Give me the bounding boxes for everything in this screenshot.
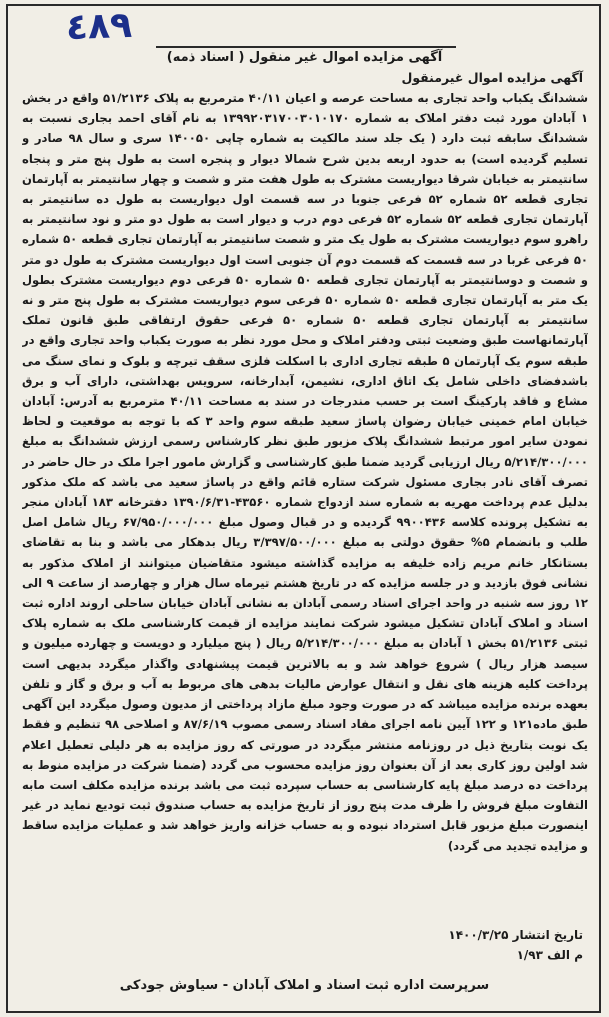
page-title: آگهی مزایده اموال غیر منقول ( اسناد ذمه) [166,50,443,65]
signature-line: سرپرست اداره ثبت اسناد و املاک آبادان - سیاوش جودکی [119,978,490,993]
header-rule [156,46,456,48]
notice-body: ششدانگ یکباب واحد تجاری به مساحت عرصه و اعیان ۴۰/۱۱ مترمربع به پلاک ۵۱/۲۱۳۶ واقع در بخش ۱ آبادان مورد ثبت دفتر املاک به شماره ۱۳۹۹۲۰۳۱۷۰۰۳۰۱۰۱۷۰ به نام آقای احمد بجاری نسبت به ششدانگ سابقه ثبت دارد ( یک جلد سند مالکیت به شماره چاپی ۱۴۰۰۵۰ سری و سال ۹۸ صادر و تسلیم گردیده است) به حدود اربعه بدین شرح شمالا دیوار و پنجره است به طول پنج متر و پنجاه سانتیمتر به خیابان شرقا دیواریست مشترک به طول هفت متر و شصت و چهار سانتیمتر به آپارتمان تجاری قطعه ۵۲ شماره ۵۲ فرعی جنوبا در سه قسمت اول دیواریست به طول ده سانتیمتر به آپارتمان تجاری قطعه ۵۲ شماره ۵۲ فرعی دوم درب و دیوار است به طول دو متر و نود سانتیمتر به راهرو سوم دیواریست مشترک به طول یک متر و شصت سانتیمتر به آپارتمان تجاری قطعه ۵۰ شماره ۵۰ فرعی غربا در سه قسمت که قسمت دوم آن جنوبی است اول دیواریست مشترک به طول دو متر و شصت و دوسانتیمتر به آپارتمان تجاری قطعه ۵۰ شماره ۵۰ فرعی دوم دیواریست مشترک بطول یک متر به آپارتمان تجاری قطعه ۵۰ شماره ۵۰ فرعی سوم دیواریست مشترک به طول پنج متر و نه سانتیمتر به آپارتمان تجاری قطعه ۵۰ شماره ۵۰ فرعی حقوق ارتفاقی طبق قانون تملک آپارتمانهاست طبق وضعیت ثبتی ودفتر املاک و محل مورد نظر به صورت یکباب واحد تجاری واقع در طبقه سوم یک آپارتمان ۵ طبقه تجاری اداری با اسکلت فلزی سقف تیرچه و بلوک و نمای سنگ می باشدفضای داخلی شامل یک اتاق اداری، نشیمن، آبدارخانه، سرویس بهداشتی، دارای آب و برق مشاع و فاقد پارکینگ است بر حسب مندرجات در سند به مساحت ۴۰/۱۱ مترمربع به آدرس: آبادان خیابان امام خمینی خیابان رضوان پاساژ سعید طبقه سوم واحد ۳ که با توجه به موقعیت و لحاظ نمودن سایر امور مرتبط ششدانگ پلاک مزبور طبق نظر کارشناس رسمی ارزش ششدانگ به مبلغ ۵/۲۱۴/۳۰۰/۰۰۰ ریال ارزیابی گردید ضمنا طبق کارشناسی و گزارش مامور اجرا ملک در حال حاضر در تصرف آقای نادر بجاری مسئول شرکت ستاره قائم واقع در پاساژ سعید می باشد که ملک مذکور بدلیل عدم پرداخت مهریه به شماره سند ازدواج شماره ۴۳۵۶۰-۱۳۹۰/۶/۳۱ دفترخانه ۱۸۳ آبادان منجر به تشکیل پرونده کلاسه ۹۹۰۰۴۳۶ گردیده و در قبال وصول مبلغ ۶۷/۹۵۰/۰۰۰/۰۰۰ ریال شامل اصل طلب و بانضمام ۵% حقوق دولتی به مبلغ ۳/۳۹۷/۵۰۰/۰۰۰ ریال بدهکار می باشد و بنا به تقاضای بستانکار خانم مریم زاده خلیفه به مزایده گذاشته میشود متقاضیان میتوانند از املاک مذکور به نشانی فوق بازدید و در جلسه مزایده که در تاریخ هشتم تیرماه سال هزار و چهارصد از ساعت ۹ الی ۱۲ روز سه شنبه در واحد اجرای اسناد رسمی آبادان به نشانی آبادان خیابان ساحلی اروند اداره ثبت اسناد و املاک آبادان تشکیل میشود شرکت نمایند مزایده از قیمت کارشناسی ملک به شماره پلاک ثبتی ۵۱/۲۱۳۶ بخش ۱ آبادان به مبلغ ۵/۲۱۴/۳۰۰/۰۰۰ ریال ( پنج میلیارد و دویست و چهارده میلیون و سیصد هزار ریال ) شروع خواهد شد و به بالاترین قیمت پیشنهادی واگذار میگردد بدیهی است پرداخت کلیه هزینه های نقل و انتقال عوارض مالیات بدهی های مربوط به آب و برق و گاز و تلفن بعهده برنده مزایده میباشد که در صورت وجود مبلغ مازاد پرداختی از مدیون وصول میگردد این آگهی طبق ماده۱۲۱ و ۱۲۲ آیین نامه اجرای مفاد اسناد رسمی مصوب ۸۷/۶/۱۹ و اصلاحی ۹۸ تنظیم و فقط یک نوبت بتاریخ ذیل در روزنامه منتشر میگردد در صورتی که روز مزایده به هر دلیلی تعطیل اعلام شد اولین روز کاری بعد از آن بعنوان روز مزایده محسوب می گردد (ضمنا شرکت در مزایده منوط به پرداخت ده درصد مبلغ پایه کارشناسی به حساب سپرده ثبت می باشد برنده مزایده مکلف است مابه التفاوت مبلغ فروش را ظرف مدت پنج روز از تاریخ مزایده به حساب صندوق ثبت تودیع نماید در غیر اینصورت مبلغ مزبور قابل استرداد نبوده و به حساب خزانه واریز خواهد شد و عملیات مزایده ساقط و مزایده تجدید می گردد) [22,91,588,853]
publish-date: تاریخ انتشار ۱۴۰۰/۳/۲۵ [448,928,583,942]
handwritten-number: ٤٨٩ [65,4,133,49]
section-subtitle: آگهی مزایده اموال غیرمنقول [401,70,583,85]
notice-code: م الف ۱/۹۳ [516,948,583,962]
